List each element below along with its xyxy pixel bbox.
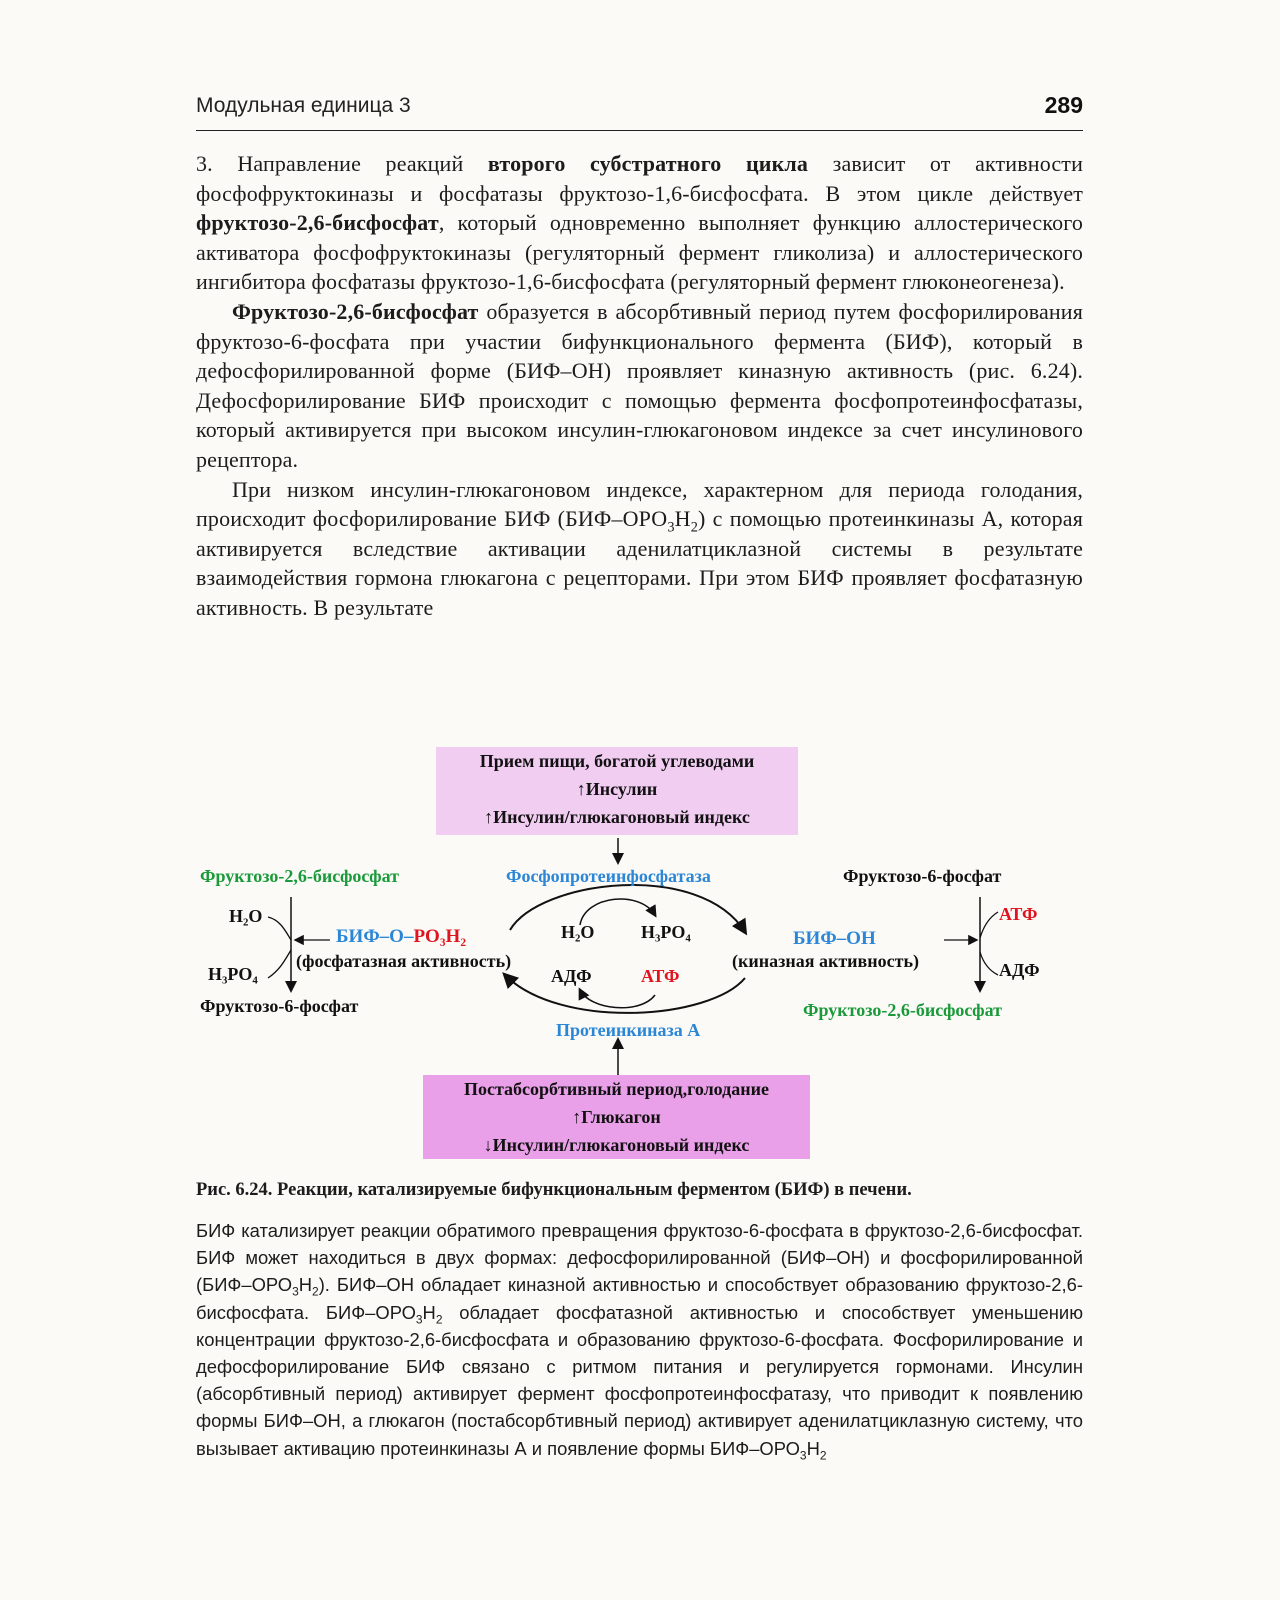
figure-caption-text: БИФ катализирует реакции обратимого превращения фруктозо-6-фосфата в фруктозо-2,6-бисфосфат. БИФ может находиться в двух формах: дефосфорилированной (БИФ–ОН) и фосфорилированной $(БИФ-ОРО_3Н_2)$. БИФ–ОН обладает киназной активностью и способствует образованию фруктозо-2,6-бисфосфата. БИФ–$ОРО_3Н_2$ обладает фосфатазной активностью и способствует уменьшению концентрации фруктозо-2,6-бисфосфата и образованию фруктозо-6-фосфата. Фосфорилирование и дефосфорилирование БИФ связано с ритмом питания и регулируется гормонами. Инсулин (абсорбтивный период) активирует фермент фосфопротеинфосфатазу, что приводит к появлению формы БИФ–ОН, а глюкагон (постабсорбтивный период) активирует аденилатциклазную систему, что вызывает активацию протеинкиназы А и появление формы БИФ–$ОРО_3Н_2$ [196, 1220, 1083, 1463]
left-h2o-branch [268, 917, 291, 940]
right-adp: АДФ [999, 960, 1040, 980]
figure-caption-title: Рис. 6.24. Реакции, катализируемые бифункциональным ферментом (БИФ) в печени. [196, 1180, 912, 1200]
right-atp-branch [980, 912, 998, 938]
running-head: Модульная единица 3 [196, 94, 411, 117]
center-h2o: H₂O [561, 922, 595, 942]
left-bottom-compound: Фруктозо-6-фосфат [200, 996, 359, 1016]
left-top-compound: Фруктозо-2,6-бисфосфат [200, 866, 399, 886]
bottom-condition-box: Постабсорбтивный период,голодание ↑Глюкагон ↓Инсулин/глюкагоновый индекс [423, 1075, 810, 1159]
center-atp: АТФ [641, 966, 680, 986]
center-h3po4: H₃PO₄ [641, 922, 691, 942]
left-h3po4: H₃PO₄ [208, 964, 258, 984]
left-h3po4-branch [268, 950, 291, 978]
paragraph-2: Фруктозо-2,6-бисфосфат образуется в абсорбтивный период путем фосфорилирования фруктозо-6-фосфата при участии бифункционального фермента (БИФ), который в дефосфорилированной форме (БИФ–ОН) проявляет киназную активность (рис. 6.24). Дефосфорилирование БИФ происходит с помощью фермента фосфопротеинфосфатазы, который активируется при высоком инсулин-глюкагоновом индексе за счет инсулинового рецептора. [196, 298, 1083, 472]
phosphatase-activity-label: (фосфатазная активность) [296, 951, 512, 971]
center-adp: АДФ [551, 966, 592, 986]
small-lower-loop [580, 990, 655, 1008]
phosphoprotein-phosphatase-label: Фосфопротеинфосфатаза [506, 866, 711, 886]
upper-arc-arrow [510, 885, 745, 932]
left-h2o: H₂O [229, 906, 263, 926]
right-atp: АТФ [999, 904, 1038, 924]
bif-dephosphorylated: БИФ–ОН [793, 928, 876, 949]
right-top-compound: Фруктозо-6-фосфат [843, 866, 1002, 886]
page-number: 289 [1044, 92, 1083, 118]
bif-phosphorylated: БИФ–О–PO₃H₂ [336, 926, 467, 947]
top-condition-box: Прием пищи, богатой углеводами ↑Инсулин ↑Инсулин/глюкагоновый индекс [436, 747, 798, 835]
protein-kinase-a-label: Протеинкиназа А [556, 1020, 701, 1040]
right-adp-branch [980, 952, 998, 975]
right-bottom-compound: Фруктозо-2,6-бисфосфат [803, 1000, 1002, 1020]
kinase-activity-label: (киназная активность) [732, 951, 919, 971]
paragraph-3: При низком инсулин-глюкагоновом индексе, характерном для периода голодания, происходит фосфорилирование БИФ $(БИФ-ОРО_3Н_2)$ с помощью протеинкиназы А, которая активируется вследствие активации аденилатциклазной системы в результате взаимодействия гормона глюкагона с рецепторами. При этом БИФ проявляет фосфатазную активность. В результате [196, 476, 1083, 620]
paragraph-1: 3. Направление реакций второго субстратного цикла зависит от активности фосфофруктокиназы и фосфатазы фруктозо-1,6-бисфосфата. В этом цикле действует фруктозо-2,6-бисфосфат, который одновременно выполняет функцию аллостерического активатора фосфофруктокиназы (регуляторный фермент гликолиза) и аллостерического ингибитора фосфатазы фруктозо-1,6-бисфосфата (регуляторный фермент глюконеогенеза). [196, 151, 1083, 295]
